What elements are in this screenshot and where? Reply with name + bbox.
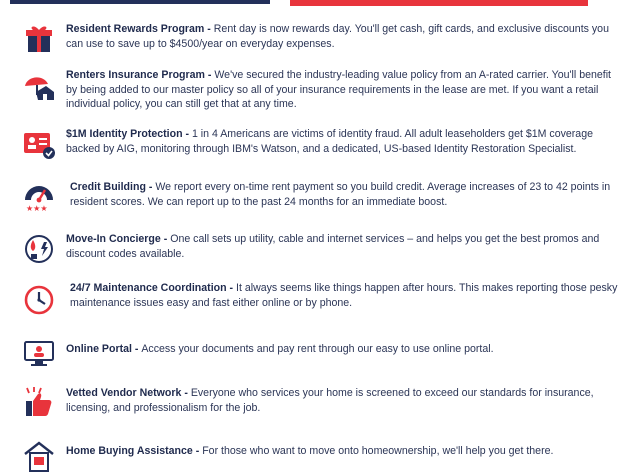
benefit-title: Credit Building: [70, 181, 146, 193]
benefit-title: Home Buying Assistance: [66, 445, 193, 457]
thumbs-up-icon: [22, 386, 56, 420]
benefit-description: We've secured the industry-leading value policy from an A-rated carrier. You'll benefit by being added to our master policy so all of your insurance requirements in the lease are met. If you want a retail individual policy, you can still get that at any time.: [66, 69, 611, 111]
title-separator: -: [160, 233, 171, 245]
benefit-description: We report every on-time rent payment so you build credit. Average increases of 23 to 42 points in resident scores. We can report up to the past 24 months for an immediate boost.: [70, 181, 611, 208]
benefit-title: Resident Rewards Program: [66, 23, 205, 35]
title-separator: -: [145, 181, 156, 193]
svg-text:★★★: ★★★: [26, 204, 48, 213]
umbrella-house-icon: [22, 70, 56, 104]
title-separator: -: [204, 69, 215, 81]
id-card-icon: [22, 127, 56, 161]
credit-gauge-icon: [22, 180, 56, 214]
benefit-description: One call sets up utility, cable and internet services – and helps you get the best promos and discount codes available.: [66, 233, 600, 260]
header-dark-bar: [10, 0, 270, 4]
header-red-banner: [290, 0, 588, 6]
benefit-title: Move-In Concierge: [66, 233, 161, 245]
benefit-description: Access your documents and pay rent through our easy to use online portal.: [141, 343, 494, 355]
benefit-description: It always seems like things happen after hours. This makes reporting those pesky maintenance issues easy and fast either online or by phone.: [70, 282, 618, 309]
benefit-description: For those who want to move onto homeownership, we'll help you get there.: [202, 445, 554, 457]
benefit-title: Vetted Vendor Network: [66, 387, 182, 399]
house-calendar-icon: [22, 440, 56, 474]
benefit-title: 24/7 Maintenance Coordination: [70, 282, 227, 294]
utilities-icon: [22, 232, 56, 266]
benefit-description: 1 in 4 Americans are victims of identity fraud. All adult leaseholders get $1M coverage backed by AIG, monitoring through IBM's Watson, and a dedicated, US-based Identity Restoration Specialist.: [66, 128, 593, 155]
clock-icon: [22, 283, 56, 317]
title-separator: -: [181, 387, 191, 399]
gift-icon: [22, 22, 56, 56]
benefit-title: Online Portal: [66, 343, 132, 355]
title-separator: -: [192, 445, 203, 457]
monitor-icon: [22, 336, 56, 370]
title-separator: -: [131, 343, 142, 355]
title-separator: -: [204, 23, 214, 35]
title-separator: -: [182, 128, 192, 140]
benefit-title: Renters Insurance Program: [66, 69, 205, 81]
benefit-title: $1M Identity Protection: [66, 128, 183, 140]
title-separator: -: [226, 282, 237, 294]
header-strip: [0, 0, 640, 6]
benefit-description: Everyone who services your home is screened to exceed our standards for insurance, licensing, and professionalism for the job.: [66, 387, 594, 414]
benefit-description: Rent day is now rewards day. You'll get cash, gift cards, and exclusive discounts you can use to save up to $4500/year on everyday expenses.: [66, 23, 609, 50]
